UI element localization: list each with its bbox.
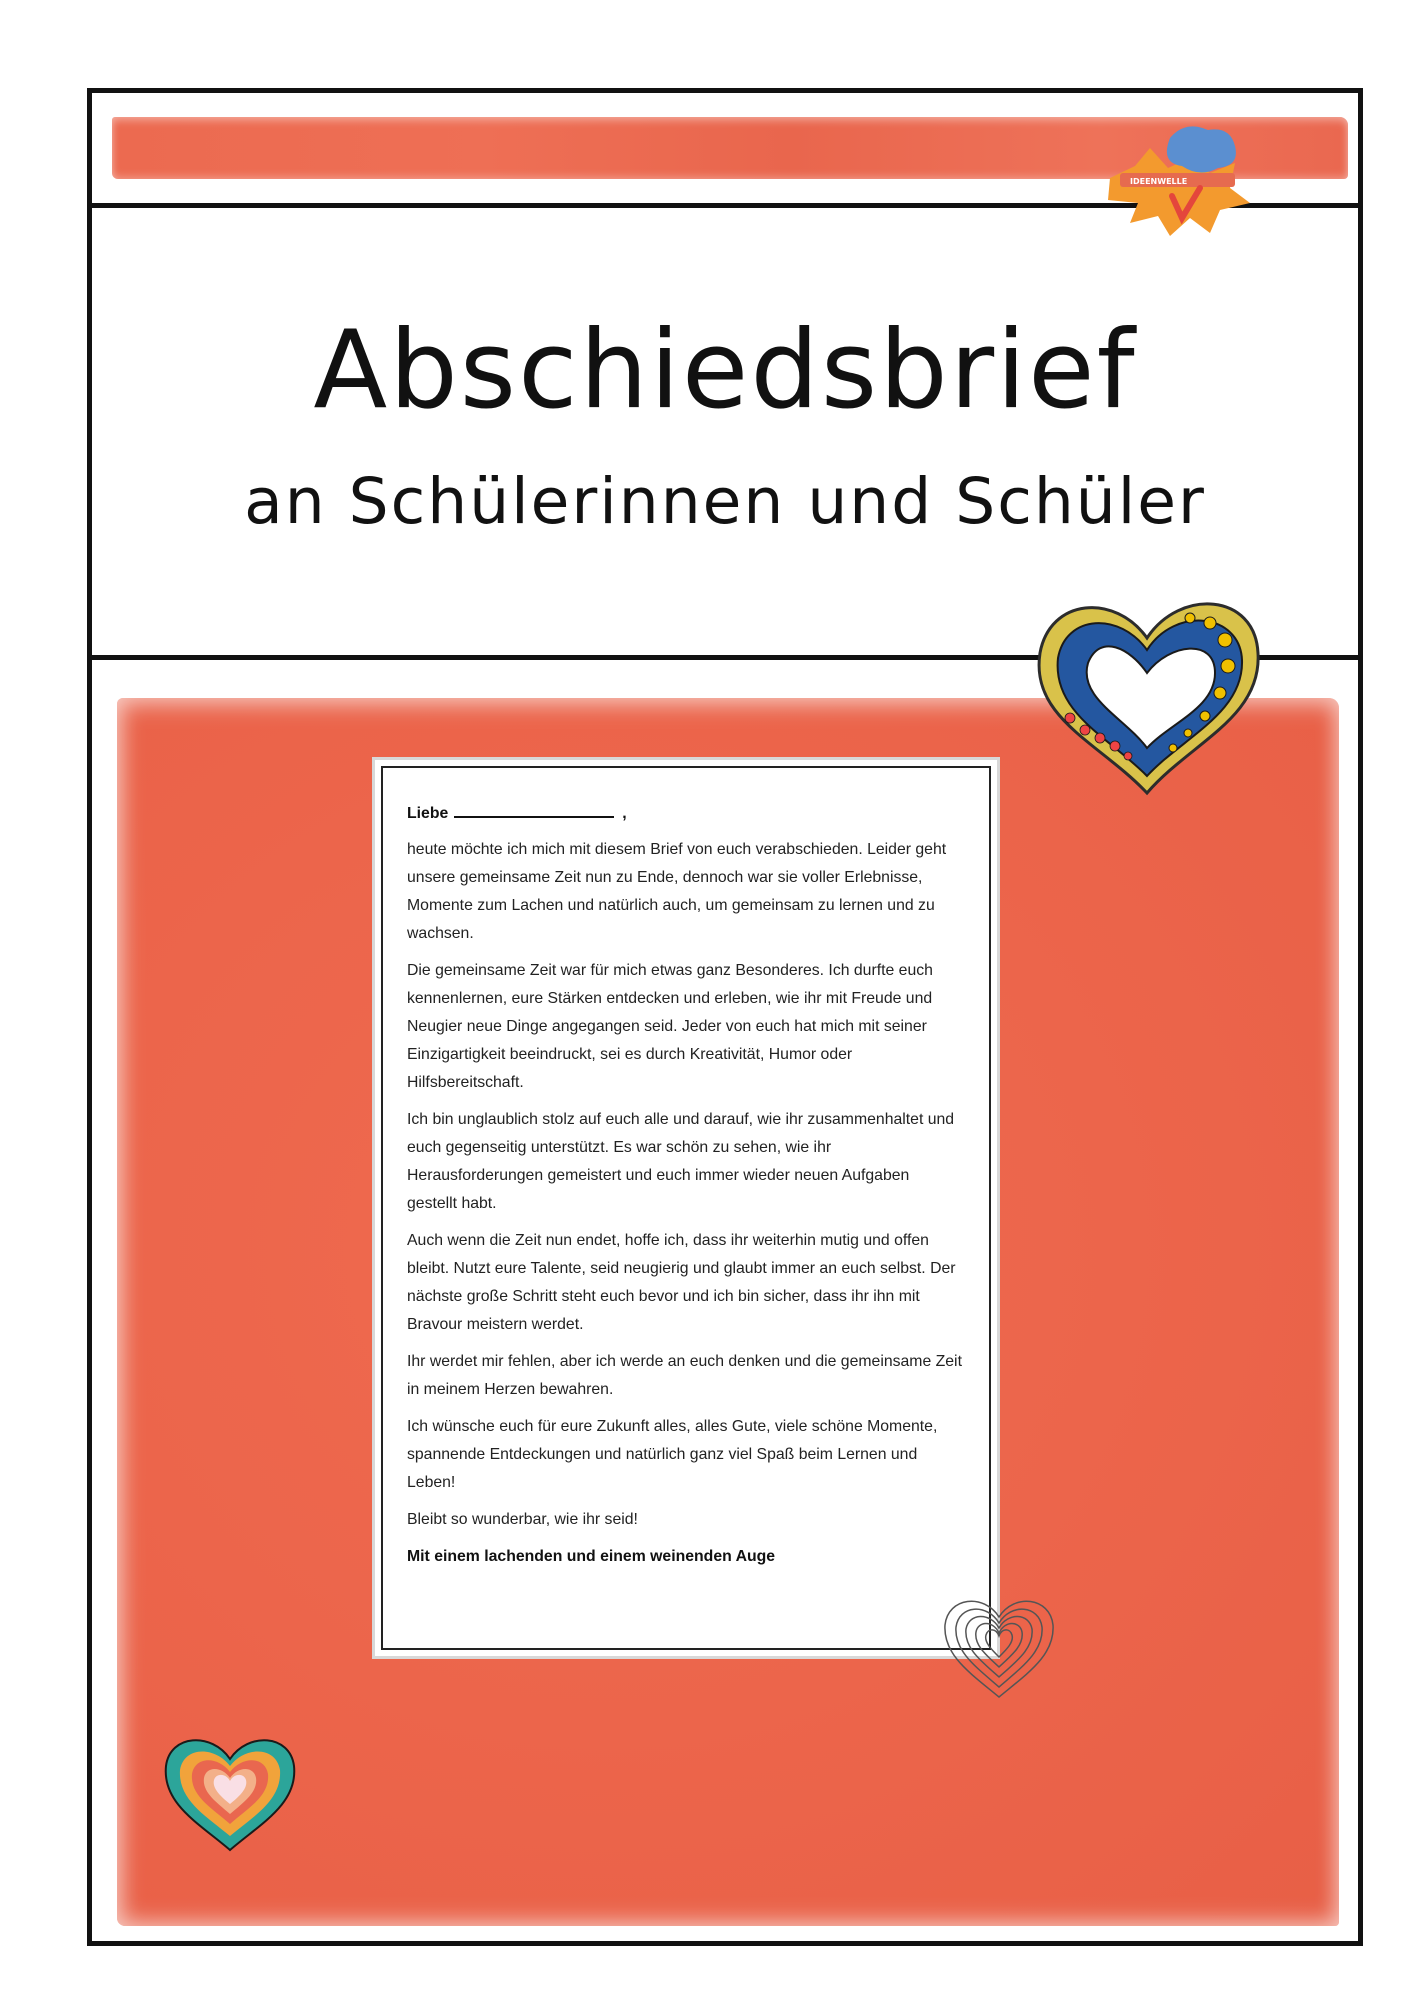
letter-paragraph: Ich wünsche euch für eure Zukunft alles, alles Gute, viele schöne Momente, spannende Entdeckungen und natürlich ganz viel Spaß beim Lernen und Leben! <box>407 1418 938 1491</box>
logo-text: IDEENWELLE <box>1130 177 1188 186</box>
decorative-heart-rainbow-icon <box>160 1724 300 1854</box>
ideenwelle-logo-icon <box>1090 118 1260 248</box>
greeting-word: Liebe <box>407 805 449 822</box>
page-title: Abschiedsbrief <box>313 308 1137 433</box>
letter-body <box>407 800 962 1580</box>
letter-paragraph: heute möchte ich mich mit diesem Brief von euch verabschieden. Leider geht unsere gemeinsame Zeit nun zu Ende, dennoch war sie voller Erlebnisse, Momente zum Lachen und natürlich auch, um gemeinsam zu lernen und zu wachsen. <box>407 841 947 942</box>
letter-paragraph: Ich bin unglaublich stolz auf euch alle und darauf, wie ihr zusammenhaltet und euch gegenseitig unterstützt. Es war schön zu sehen, wie ihr Herausforderungen gemeistert und euch immer wieder neuen Aufgaben gestellt habt. <box>407 1111 955 1212</box>
letter-closing: Mit einem lachenden und einem weinenden Auge <box>407 1548 776 1565</box>
letter-paragraph: Auch wenn die Zeit nun endet, hoffe ich, dass ihr weiterhin mutig und offen bleibt. Nutzt eure Talente, seid neugierig und glaubt immer an euch selbst. Der nächste große Schritt steht euch bevor und ich bin sicher, dass ihr ihn mit Bravour meistern werdet. <box>407 1232 956 1333</box>
name-blank-line <box>454 800 614 818</box>
letter-sheet <box>372 757 1000 1659</box>
letter-greeting <box>407 800 962 828</box>
outline-heart-icon <box>940 1585 1058 1703</box>
letter-paragraph: Ihr werdet mir fehlen, aber ich werde an euch denken und die gemeinsame Zeit in meinem Herzen bewahren. <box>407 1353 962 1398</box>
page-subtitle: an Schülerinnen und Schüler <box>244 465 1206 538</box>
letter-paragraph: Bleibt so wunderbar, wie ihr seid! <box>407 1511 638 1528</box>
decorative-heart-blue-icon <box>1030 578 1265 800</box>
letter-paragraph: Die gemeinsame Zeit war für mich etwas ganz Besonderes. Ich durfte euch kennenlernen, eure Stärken entdecken und erleben, wie ihr mit Freude und Neugier neue Dinge angegangen seid. Jeder von euch hat mich mit seiner Einzigartigkeit beeindruckt, sei es durch Kreativität, Humor oder Hilfsbereitschaft. <box>407 962 933 1091</box>
greeting-comma: , <box>622 805 627 822</box>
